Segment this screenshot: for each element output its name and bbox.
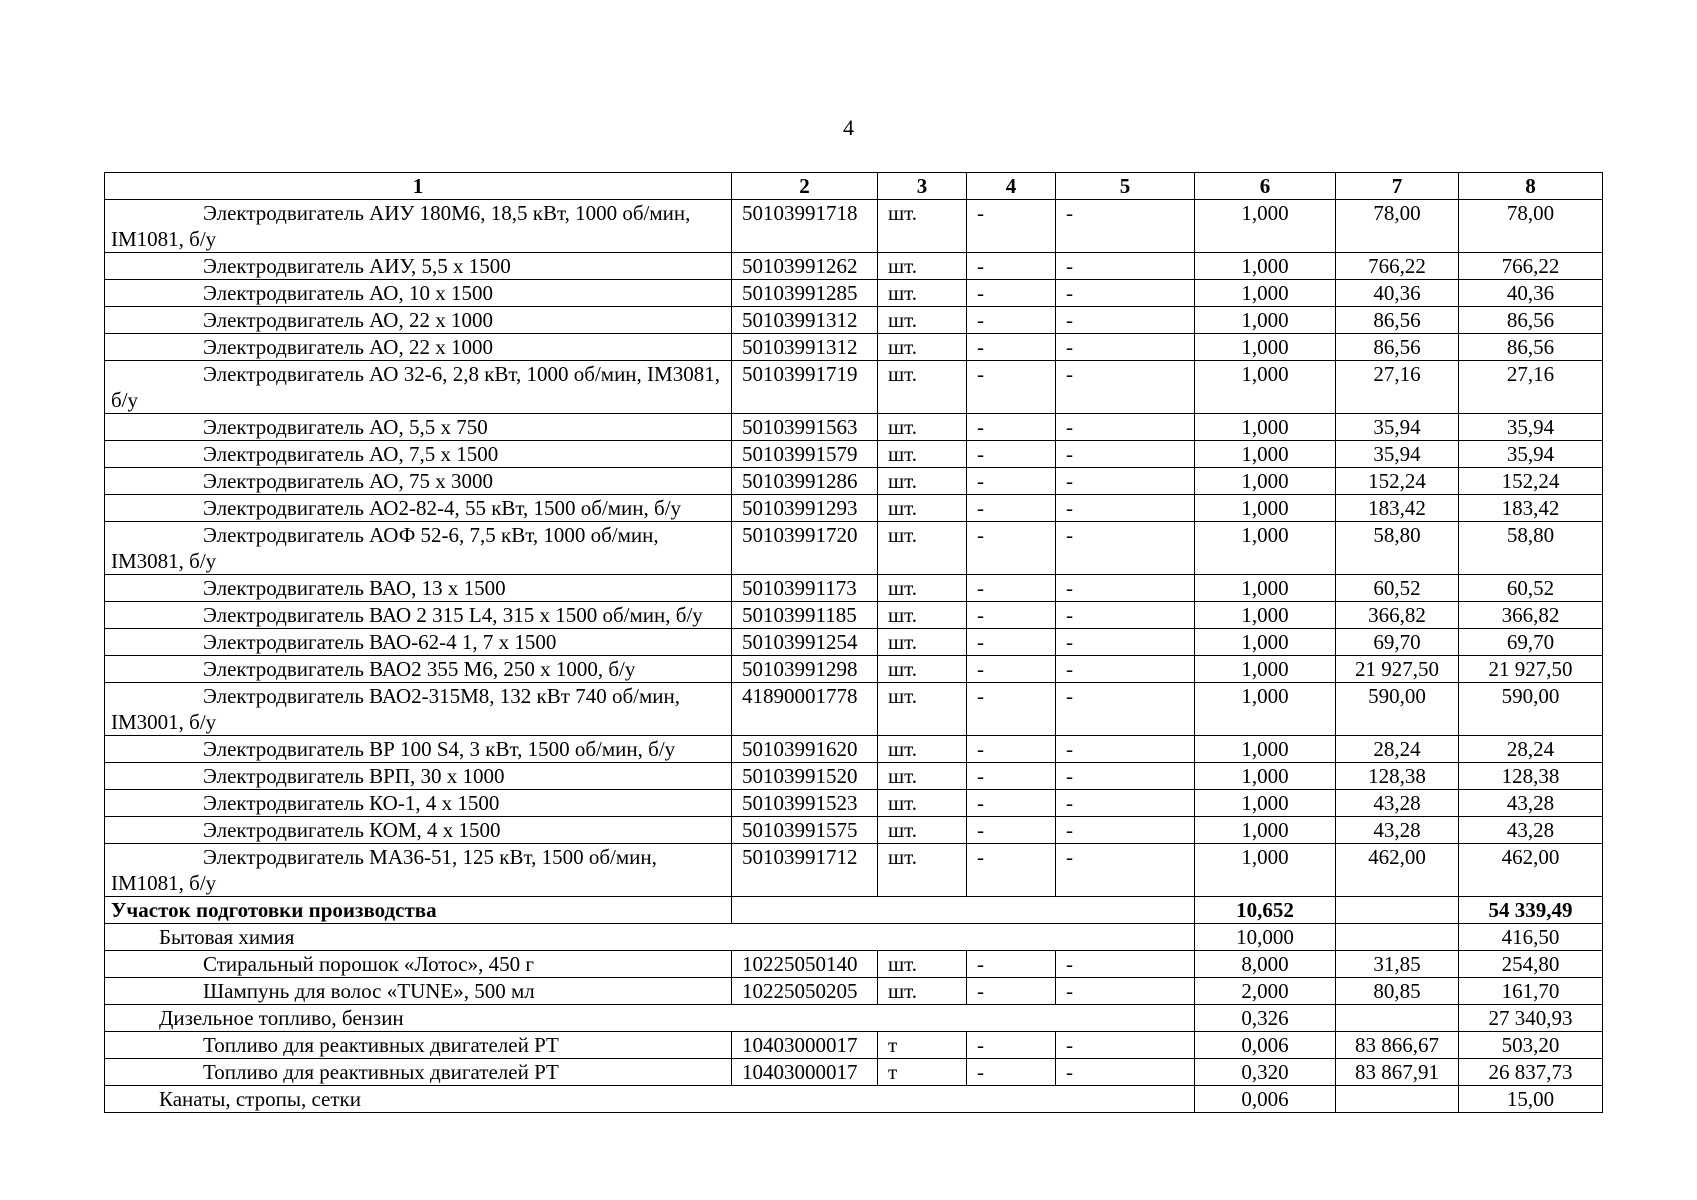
item-col5: -	[1056, 253, 1195, 280]
item-qty: 1,000	[1195, 200, 1336, 253]
item-price: 366,82	[1336, 602, 1459, 629]
item-price: 183,42	[1336, 495, 1459, 522]
item-sum: 27,16	[1459, 361, 1603, 414]
item-code: 50103991712	[732, 844, 878, 897]
item-code: 50103991285	[732, 280, 878, 307]
item-col5: -	[1056, 200, 1195, 253]
header-col-7: 7	[1336, 173, 1459, 200]
page-number: 4	[843, 115, 854, 140]
item-code: 50103991620	[732, 736, 878, 763]
item-col5: -	[1056, 307, 1195, 334]
group-qty: 0,006	[1195, 1086, 1336, 1113]
table-row	[105, 763, 1603, 790]
table-row	[105, 978, 1603, 1005]
item-col5: -	[1056, 951, 1195, 978]
item-price: 78,00	[1336, 200, 1459, 253]
item-sum: 161,70	[1459, 978, 1603, 1005]
item-code: 10403000017	[732, 1059, 878, 1086]
item-qty: 1,000	[1195, 683, 1336, 736]
item-code: 50103991718	[732, 200, 878, 253]
table-row	[105, 468, 1603, 495]
header-col-2: 2	[732, 173, 878, 200]
item-qty: 1,000	[1195, 361, 1336, 414]
item-unit: шт.	[878, 361, 967, 414]
item-col4: -	[967, 763, 1056, 790]
item-price: 58,80	[1336, 522, 1459, 575]
item-qty: 1,000	[1195, 280, 1336, 307]
item-code: 50103991254	[732, 629, 878, 656]
item-name: Электродвигатель КОМ, 4 х 1500	[105, 817, 732, 844]
item-col4: -	[967, 1059, 1056, 1086]
header-col-3: 3	[878, 173, 967, 200]
item-sum: 366,82	[1459, 602, 1603, 629]
item-col5: -	[1056, 522, 1195, 575]
item-name: Электродвигатель МА36-51, 125 кВт, 1500 об/мин, IM1081, б/у	[105, 844, 732, 897]
item-col4: -	[967, 817, 1056, 844]
item-col4: -	[967, 441, 1056, 468]
item-col4: -	[967, 656, 1056, 683]
item-name: Электродвигатель АИУ, 5,5 х 1500	[105, 253, 732, 280]
item-unit: шт.	[878, 844, 967, 897]
item-qty: 1,000	[1195, 334, 1336, 361]
group-qty: 10,000	[1195, 924, 1336, 951]
item-sum: 35,94	[1459, 414, 1603, 441]
item-unit: шт.	[878, 307, 967, 334]
item-qty: 1,000	[1195, 495, 1336, 522]
item-price: 83 866,67	[1336, 1032, 1459, 1059]
table-row	[105, 790, 1603, 817]
item-qty: 1,000	[1195, 441, 1336, 468]
item-unit: т	[878, 1032, 967, 1059]
item-unit: шт.	[878, 790, 967, 817]
item-col4: -	[967, 334, 1056, 361]
group-price	[1336, 1086, 1459, 1113]
item-col4: -	[967, 307, 1056, 334]
item-price: 40,36	[1336, 280, 1459, 307]
item-unit: шт.	[878, 683, 967, 736]
item-price: 86,56	[1336, 307, 1459, 334]
item-unit: т	[878, 1059, 967, 1086]
item-qty: 1,000	[1195, 468, 1336, 495]
item-sum: 462,00	[1459, 844, 1603, 897]
item-price: 462,00	[1336, 844, 1459, 897]
item-sum: 60,52	[1459, 575, 1603, 602]
table-row	[105, 307, 1603, 334]
item-col4: -	[967, 790, 1056, 817]
item-name: Электродвигатель АО, 5,5 х 750	[105, 414, 732, 441]
item-col5: -	[1056, 334, 1195, 361]
item-qty: 1,000	[1195, 817, 1336, 844]
table-row	[105, 441, 1603, 468]
item-unit: шт.	[878, 441, 967, 468]
item-unit: шт.	[878, 280, 967, 307]
item-col4: -	[967, 200, 1056, 253]
section-name: Участок подготовки производства	[105, 897, 732, 924]
item-unit: шт.	[878, 468, 967, 495]
item-unit: шт.	[878, 951, 967, 978]
item-col4: -	[967, 361, 1056, 414]
item-code: 50103991523	[732, 790, 878, 817]
section-price	[1336, 897, 1459, 924]
item-name: Стиральный порошок «Лотос», 450 г	[105, 951, 732, 978]
item-price: 80,85	[1336, 978, 1459, 1005]
item-name: Электродвигатель ВР 100 S4, 3 кВт, 1500 об/мин, б/у	[105, 736, 732, 763]
table-row	[105, 602, 1603, 629]
item-code: 10225050140	[732, 951, 878, 978]
item-code: 50103991575	[732, 817, 878, 844]
item-price: 86,56	[1336, 334, 1459, 361]
table-row	[105, 629, 1603, 656]
item-col5: -	[1056, 441, 1195, 468]
item-col5: -	[1056, 736, 1195, 763]
inventory-table	[104, 172, 1603, 1113]
item-col4: -	[967, 602, 1056, 629]
group-name: Бытовая химия	[105, 924, 1195, 951]
item-code: 50103991173	[732, 575, 878, 602]
item-col4: -	[967, 522, 1056, 575]
item-qty: 1,000	[1195, 790, 1336, 817]
item-price: 21 927,50	[1336, 656, 1459, 683]
item-sum: 58,80	[1459, 522, 1603, 575]
item-unit: шт.	[878, 495, 967, 522]
item-code: 50103991312	[732, 307, 878, 334]
item-col4: -	[967, 844, 1056, 897]
item-name: Электродвигатель КО-1, 4 х 1500	[105, 790, 732, 817]
item-unit: шт.	[878, 253, 967, 280]
item-code: 10403000017	[732, 1032, 878, 1059]
item-price: 590,00	[1336, 683, 1459, 736]
item-unit: шт.	[878, 656, 967, 683]
item-unit: шт.	[878, 817, 967, 844]
item-col4: -	[967, 683, 1056, 736]
item-sum: 254,80	[1459, 951, 1603, 978]
item-col5: -	[1056, 361, 1195, 414]
item-sum: 766,22	[1459, 253, 1603, 280]
item-qty: 1,000	[1195, 414, 1336, 441]
item-qty: 1,000	[1195, 307, 1336, 334]
item-col4: -	[967, 414, 1056, 441]
item-code: 50103991312	[732, 334, 878, 361]
item-name: Электродвигатель АО2-82-4, 55 кВт, 1500 об/мин, б/у	[105, 495, 732, 522]
item-price: 27,16	[1336, 361, 1459, 414]
group-sum: 15,00	[1459, 1086, 1603, 1113]
table-row	[105, 844, 1603, 897]
item-unit: шт.	[878, 736, 967, 763]
item-name: Электродвигатель ВАО2-315М8, 132 кВт 740 об/мин, IM3001, б/у	[105, 683, 732, 736]
section-sum: 54 339,49	[1459, 897, 1603, 924]
item-name: Шампунь для волос «TUNE», 500 мл	[105, 978, 732, 1005]
item-code: 41890001778	[732, 683, 878, 736]
item-code: 50103991286	[732, 468, 878, 495]
item-sum: 152,24	[1459, 468, 1603, 495]
item-code: 50103991520	[732, 763, 878, 790]
item-col5: -	[1056, 495, 1195, 522]
item-sum: 183,42	[1459, 495, 1603, 522]
item-col4: -	[967, 736, 1056, 763]
item-col5: -	[1056, 683, 1195, 736]
item-price: 83 867,91	[1336, 1059, 1459, 1086]
item-name: Топливо для реактивных двигателей РТ	[105, 1059, 732, 1086]
item-unit: шт.	[878, 575, 967, 602]
item-name: Электродвигатель ВАО 2 315 L4, 315 х 1500 об/мин, б/у	[105, 602, 732, 629]
group-row	[105, 1086, 1603, 1113]
item-col5: -	[1056, 844, 1195, 897]
table-row	[105, 1032, 1603, 1059]
item-code: 50103991185	[732, 602, 878, 629]
header-col-5: 5	[1056, 173, 1195, 200]
item-price: 35,94	[1336, 414, 1459, 441]
item-qty: 0,006	[1195, 1032, 1336, 1059]
table-row	[105, 200, 1603, 253]
item-sum: 21 927,50	[1459, 656, 1603, 683]
item-col5: -	[1056, 1059, 1195, 1086]
table-row	[105, 736, 1603, 763]
header-row	[105, 173, 1603, 200]
item-unit: шт.	[878, 522, 967, 575]
item-name: Электродвигатель АО, 22 х 1000	[105, 307, 732, 334]
item-sum: 35,94	[1459, 441, 1603, 468]
table-row	[105, 334, 1603, 361]
item-sum: 590,00	[1459, 683, 1603, 736]
item-price: 31,85	[1336, 951, 1459, 978]
table-row	[105, 414, 1603, 441]
header-col-4: 4	[967, 173, 1056, 200]
item-unit: шт.	[878, 334, 967, 361]
table-row	[105, 495, 1603, 522]
item-unit: шт.	[878, 978, 967, 1005]
item-qty: 1,000	[1195, 656, 1336, 683]
group-price	[1336, 1005, 1459, 1032]
item-col4: -	[967, 978, 1056, 1005]
item-code: 50103991719	[732, 361, 878, 414]
item-qty: 1,000	[1195, 629, 1336, 656]
item-qty: 1,000	[1195, 522, 1336, 575]
header-col-1: 1	[105, 173, 732, 200]
item-qty: 1,000	[1195, 763, 1336, 790]
item-name: Электродвигатель АО, 7,5 х 1500	[105, 441, 732, 468]
item-price: 766,22	[1336, 253, 1459, 280]
item-col5: -	[1056, 575, 1195, 602]
item-col4: -	[967, 280, 1056, 307]
header-col-8: 8	[1459, 173, 1603, 200]
item-name: Электродвигатель АО, 10 х 1500	[105, 280, 732, 307]
item-col5: -	[1056, 656, 1195, 683]
item-name: Топливо для реактивных двигателей РТ	[105, 1032, 732, 1059]
item-code: 50103991563	[732, 414, 878, 441]
section-qty: 10,652	[1195, 897, 1336, 924]
group-name: Дизельное топливо, бензин	[105, 1005, 1195, 1032]
group-row	[105, 924, 1603, 951]
header-col-6: 6	[1195, 173, 1336, 200]
table-row	[105, 253, 1603, 280]
item-qty: 2,000	[1195, 978, 1336, 1005]
table-body	[105, 200, 1603, 1113]
item-price: 69,70	[1336, 629, 1459, 656]
item-qty: 1,000	[1195, 736, 1336, 763]
item-name: Электродвигатель АО 32-6, 2,8 кВт, 1000 об/мин, IM3081, б/у	[105, 361, 732, 414]
item-col5: -	[1056, 280, 1195, 307]
item-col5: -	[1056, 414, 1195, 441]
item-col4: -	[967, 1032, 1056, 1059]
table-row	[105, 575, 1603, 602]
table-row	[105, 683, 1603, 736]
item-col5: -	[1056, 602, 1195, 629]
item-col5: -	[1056, 629, 1195, 656]
item-sum: 69,70	[1459, 629, 1603, 656]
item-qty: 1,000	[1195, 602, 1336, 629]
item-unit: шт.	[878, 414, 967, 441]
item-name: Электродвигатель ВАО2 355 М6, 250 х 1000, б/у	[105, 656, 732, 683]
item-sum: 78,00	[1459, 200, 1603, 253]
item-price: 43,28	[1336, 817, 1459, 844]
item-sum: 86,56	[1459, 307, 1603, 334]
table-row	[105, 1059, 1603, 1086]
item-name: Электродвигатель ВРП, 30 х 1000	[105, 763, 732, 790]
item-code: 50103991720	[732, 522, 878, 575]
item-col4: -	[967, 468, 1056, 495]
table-row	[105, 817, 1603, 844]
item-qty: 1,000	[1195, 575, 1336, 602]
item-unit: шт.	[878, 629, 967, 656]
item-col4: -	[967, 253, 1056, 280]
item-col4: -	[967, 495, 1056, 522]
item-col4: -	[967, 629, 1056, 656]
item-col5: -	[1056, 817, 1195, 844]
item-code: 50103991579	[732, 441, 878, 468]
group-qty: 0,326	[1195, 1005, 1336, 1032]
item-col5: -	[1056, 978, 1195, 1005]
item-sum: 40,36	[1459, 280, 1603, 307]
item-name: Электродвигатель АО, 75 х 3000	[105, 468, 732, 495]
item-sum: 26 837,73	[1459, 1059, 1603, 1086]
item-sum: 43,28	[1459, 790, 1603, 817]
item-unit: шт.	[878, 763, 967, 790]
item-sum: 503,20	[1459, 1032, 1603, 1059]
item-col5: -	[1056, 1032, 1195, 1059]
item-price: 43,28	[1336, 790, 1459, 817]
item-qty: 8,000	[1195, 951, 1336, 978]
item-name: Электродвигатель АО, 22 х 1000	[105, 334, 732, 361]
item-name: Электродвигатель ВАО, 13 х 1500	[105, 575, 732, 602]
item-code: 10225050205	[732, 978, 878, 1005]
table-row	[105, 951, 1603, 978]
item-price: 128,38	[1336, 763, 1459, 790]
item-sum: 28,24	[1459, 736, 1603, 763]
item-sum: 128,38	[1459, 763, 1603, 790]
item-qty: 1,000	[1195, 844, 1336, 897]
item-code: 50103991262	[732, 253, 878, 280]
group-name: Канаты, стропы, сетки	[105, 1086, 1195, 1113]
table-row	[105, 522, 1603, 575]
item-col4: -	[967, 951, 1056, 978]
item-col4: -	[967, 575, 1056, 602]
group-sum: 416,50	[1459, 924, 1603, 951]
table-row	[105, 656, 1603, 683]
item-code: 50103991298	[732, 656, 878, 683]
item-price: 28,24	[1336, 736, 1459, 763]
item-sum: 43,28	[1459, 817, 1603, 844]
item-col5: -	[1056, 763, 1195, 790]
item-qty: 1,000	[1195, 253, 1336, 280]
group-row	[105, 1005, 1603, 1032]
table-row	[105, 280, 1603, 307]
item-code: 50103991293	[732, 495, 878, 522]
group-sum: 27 340,93	[1459, 1005, 1603, 1032]
table-row	[105, 361, 1603, 414]
group-price	[1336, 924, 1459, 951]
section-row	[105, 897, 1603, 924]
table-header	[105, 173, 1603, 200]
item-sum: 86,56	[1459, 334, 1603, 361]
item-price: 60,52	[1336, 575, 1459, 602]
item-name: Электродвигатель АОФ 52-6, 7,5 кВт, 1000 об/мин, IM3081, б/у	[105, 522, 732, 575]
item-name: Электродвигатель АИУ 180М6, 18,5 кВт, 1000 об/мин, IM1081, б/у	[105, 200, 732, 253]
item-qty: 0,320	[1195, 1059, 1336, 1086]
item-col5: -	[1056, 468, 1195, 495]
item-price: 152,24	[1336, 468, 1459, 495]
section-blank	[732, 897, 1195, 924]
item-col5: -	[1056, 790, 1195, 817]
item-price: 35,94	[1336, 441, 1459, 468]
item-unit: шт.	[878, 200, 967, 253]
item-unit: шт.	[878, 602, 967, 629]
item-name: Электродвигатель ВАО-62-4 1, 7 х 1500	[105, 629, 732, 656]
